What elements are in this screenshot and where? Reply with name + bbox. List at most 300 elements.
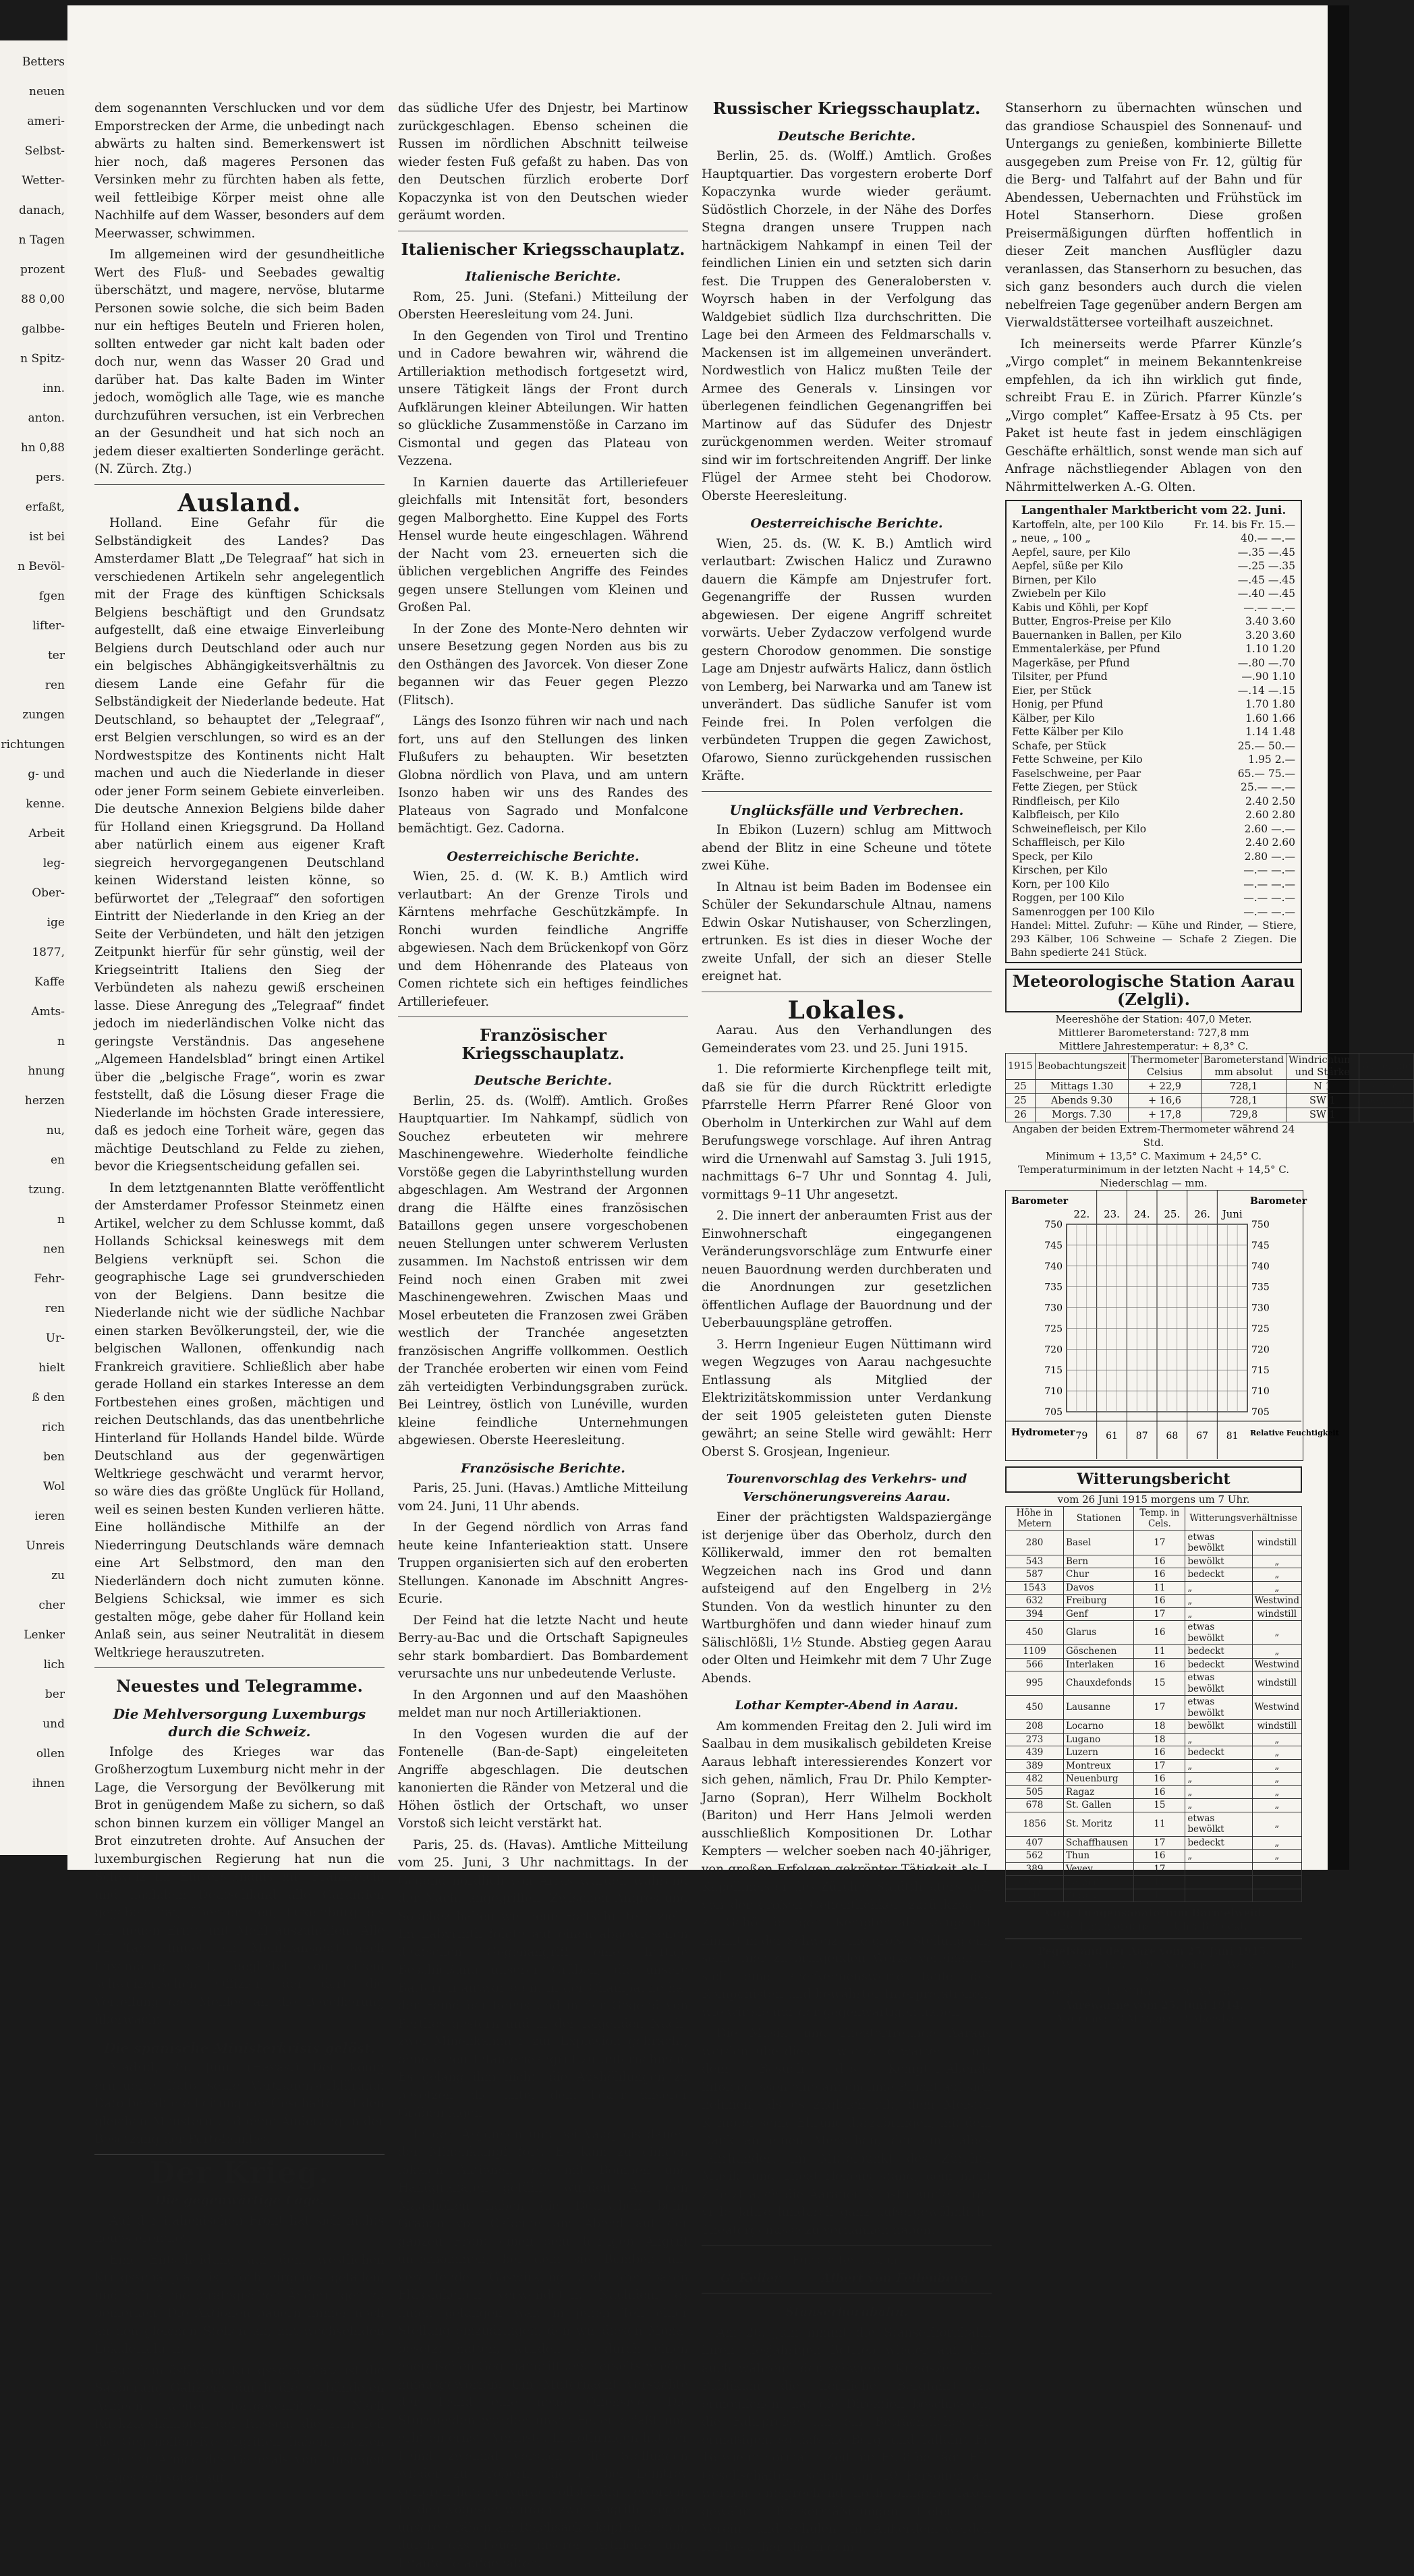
extreme-temps [1005, 1122, 1302, 1190]
station-row [1006, 1785, 1302, 1799]
prev-page-fragment: pers. [35, 471, 65, 484]
market-row [1011, 518, 1297, 532]
humidity-value: 81 [1226, 1431, 1239, 1441]
table-cell: 25 [1006, 1094, 1036, 1108]
table-cell: „ [1185, 1785, 1252, 1799]
table-cell: 17 [1134, 1836, 1185, 1850]
prev-page-fragment: ter [47, 649, 65, 662]
market-item: Kabis und Köhli, per Kopf [1012, 601, 1148, 614]
table-cell: Basel [1064, 1530, 1134, 1555]
market-item: Fette Kälber per Kilo [1012, 726, 1124, 738]
table-cell: 389 [1006, 1862, 1064, 1876]
section-subheading: Die gegenwärtige Lage. [154, 2193, 324, 2208]
market-item: Schweinefleisch, per Kilo [1012, 822, 1147, 835]
station-row [1006, 1645, 1302, 1659]
market-row [1011, 642, 1297, 656]
market-row [1011, 739, 1297, 753]
pressure-tick-right: 725 [1251, 1323, 1270, 1335]
extreme-label: Angaben der beiden Extrem-Thermometer während 24 Std. [1012, 1123, 1295, 1149]
prev-page-fragment: hielt [38, 1361, 65, 1375]
station-row [1006, 1568, 1302, 1582]
market-price: —.35 —.45 [1237, 546, 1295, 559]
table-cell: etwas bewölkt [1185, 1621, 1252, 1645]
day-label: 22. [1073, 1208, 1090, 1220]
market-report [1005, 500, 1302, 963]
table-cell: bedeckt [1185, 1746, 1252, 1760]
article-paragraph: Der Feind hat die letzte Nacht und heute Berry-au-Bac und die Ortschaft Sapigneules sehr stark bombardiert. Das Bombardement verursachte uns nur unbedeutende Verluste. [398, 1613, 688, 1681]
table-cell: Ragaz [1064, 1785, 1134, 1799]
prev-page-fragment: leg- [43, 857, 65, 870]
market-row [1011, 725, 1297, 739]
prev-page-fragment: lifter- [32, 619, 65, 633]
prev-page-fragment: Wetter- [22, 174, 65, 188]
pressure-tick-left: 705 [1044, 1407, 1063, 1418]
market-item: Kalbfleisch, per Kilo [1012, 809, 1119, 821]
table-cell: „ [1252, 1555, 1301, 1568]
table-cell: „ [1252, 1812, 1301, 1836]
table-cell: „ [1252, 1876, 1301, 1889]
table-cell: Lugano [1064, 1733, 1134, 1746]
prev-page-fragment: 88 0,00 [21, 293, 65, 306]
editor-names [702, 2270, 992, 2288]
table-cell: + 17,8 [1129, 1108, 1201, 1122]
market-item: „ neue, „ 100 „ [1012, 532, 1091, 544]
article-paragraph: Holland. Eine Gefahr für die Selbständigkeit des Landes? Das Amsterdamer Blatt „De Telegraaf“ hat sich in verschiedenen Artikeln sehr angelegentlich mit der Frage des künftigen Schicksals Belgiens beschäftigt und den Grundsatz aufgestellt, daß eine etwaige Einverleibung Belgiens durch Deutschland oder auch nur ein belgisches Abhängigkeitsverhältnis zu diesem Lande eine Gefahr für die Selbständigkeit der Niederlande bedeute. Hat Deutschland, so behauptet der „Telegraaf“, erst Belgien verschlungen, so wird es an der Nordwestspitze des Kontinents nicht Halt machen und auch die Niederlande in dieser oder jener Form seinem Gebiete einverleiben. Die deutsche Annexion Belgiens bilde daher für Holland einen Kriegsgrund. Da Holland aber natürlich einem aus eigener Kraft siegreich hervorgegangenen Deutschland keinen Widerstand leisten könne, so befürwortet der „Telegraaf“ den sofortigen Eintritt der Niederlande in den Krieg an der Seite der Verbündeten, und hält den jetzigen Zeitpunkt hierfür für sehr günstig, weil der Kriegseintritt Italiens den Sieg der Verbündeten als nahezu gewiß erscheinen lasse. Diese Anregung des „Telegraaf“ findet jedoch im niederländischen Volke nicht das geringste Verständnis. Das angesehene „Algemeen Handelsblad“ bringt einen Artikel über die „belgische Frage“, worin es zwar feststellt, daß die Lösung dieser Frage die Niederlande im höchsten Grade interessiere, daß es jedoch eine Torheit wäre, gegen das mächtige Deutschland zu Felde zu ziehen, bevor die Kriegsentscheidung gefallen sei. [94, 516, 385, 1174]
market-price: 1.70 1.80 [1245, 698, 1295, 710]
market-row [1011, 878, 1297, 892]
article-paragraph: Die Musik- und Theaterfreunde Aaraus werden überdies — wie zu erwarten — mit dem Besuch des Kempter-Abends infolgedessen eine angenehme Pflicht auf sich nehmen, als es zugleich gilt, dem Meister Kempter seine Ehrung darzubringen, mit dem Dank an einen Menschen, der ein halbes Jahrhundert im Mittelpunkt des Zürcher Musik- und Theaterlebens stand, dem nicht zuletzt auch die Aarauer Kunstfreunde durch viele Jahre hindurch ganz außergewöhnliche Theatergenüsse zu verdanken haben. [702, 2026, 992, 2237]
table-cell: bedeckt [1185, 1836, 1252, 1850]
prev-page-fragment: n [57, 1213, 65, 1226]
prev-page-fragment: richtungen [1, 738, 65, 751]
article-paragraph: In der Zone des Monte-Nero dehnten wir unsere Besetzung gegen Norden aus bis zu den Osthängen des Javorcek. Von dieser Zone begannen wir das Feuer gegen Plezzo (Flitsch). [398, 621, 688, 708]
article-paragraph: Eine Entscheidung auf dem westlichen Kriegsschauplatz ist noch nirgends gefallen, und sich keine strategischen Änderungen zu bemerken. Die Aktionen bauern immer noch an den gleichen Stellen an, mit wechselnden Lokalerfolgen. [94, 2252, 385, 2356]
table-cell: 16 [1134, 1595, 1185, 1608]
market-item: Eier, per Stück [1012, 684, 1092, 697]
table-cell: etwas bewölkt [1185, 1530, 1252, 1555]
humidity-value: 68 [1166, 1431, 1179, 1441]
table-cell: 562 [1006, 1850, 1064, 1863]
sanatorium-report: 26. Juni morgens 7½ Uhr: Bedeckt. [1059, 1920, 1248, 1933]
prev-page-fragment: danach, [19, 204, 65, 217]
market-row [1011, 850, 1297, 864]
article-paragraph: Am kommenden Freitag den 2. Juli wird im Saalbau in dem musikalisch gebildeten Kreise Aaraus lebhaft interessierendes Konzert vor sich gehen, nämlich, Frau Dr. Philo Kempter-Jarno (Sopran), Herr Wilhelm Bockholt (Bariton) und Herr Hans Jelmoli werden ausschließlich Kompositionen Dr. Lothar Kempters — welcher soeben nach 40-jähriger, von großen Erfolgen gekrönter Tätigkeit als I. Kapellmeister des Zürcher Stadttheaters sich von der großen Oeffentlichkeit zurückzog — zu Gehör bringen. Kempter als Komponist nimmt in der Schweiz eine große Stellung ein; seine hier zu bringenden Werke vereinen in sich eine anerkennenswerte Reife des Komponisten und bewährter Interpretationen, wie wir sie nur der gegenwärtigen haben. [702, 1719, 992, 2020]
article-heading: Die Mehlversorgung Luxemburgs durch die Schweiz. [113, 1705, 366, 1740]
divider [94, 484, 385, 485]
table-cell: 26 [1006, 1108, 1036, 1122]
market-row [1011, 822, 1297, 836]
weather-station-title: Meteorologische Station Aarau (Zelgli). [1005, 969, 1302, 1012]
market-item: Butter, Engros-Preise per Kilo [1012, 615, 1171, 627]
table-cell: 17 [1134, 1862, 1185, 1876]
market-table [1011, 518, 1297, 919]
article-paragraph: In Ebikon (Luzern) schlug am Mittwoch abend der Blitz in eine Scheune und tötete zwei Kühe. [702, 823, 992, 873]
table-cell: Genf [1064, 1607, 1134, 1621]
table-cell: bewölkt [1185, 1555, 1252, 1568]
table-cell: 1543 [1006, 1581, 1064, 1595]
station-row [1006, 1696, 1302, 1720]
article-paragraph: Rom, 25. Juni. (Stefani.) Mitteilung der Obersten Heeresleitung vom 24. Juni. [398, 289, 688, 322]
table-cell: „ [1252, 1850, 1301, 1863]
table-cell: Chauxdefonds [1064, 1671, 1134, 1696]
table-cell: N 1 [1286, 1080, 1359, 1094]
prev-page-fragment: n Bevöl- [18, 560, 65, 573]
aare-temp-title: Aarewärme vom 25. Juni 1914. [1063, 1999, 1244, 2011]
market-row [1011, 559, 1297, 573]
table-cell: 11 [1134, 1581, 1185, 1595]
observation-row [1006, 1094, 1414, 1108]
article-paragraph: 2. Die innert der anberaumten Frist aus der Einwohnerschaft eingegangenen Veränderungsvorschläge zum Entwurfe einer neuen Bauordnung werden durchberaten und die Anordnungen zur gesetzlichen öffentlichen Auflage der Bauordnung und der Ueberbauungspläne getroffen. [702, 1209, 992, 1330]
section-subheading: Deutsche Berichte. [777, 128, 916, 144]
prev-page-fragment: rich [41, 1421, 65, 1434]
table-cell: 16 [1134, 1785, 1185, 1799]
article-paragraph: Paris, 25. ds. (Havas). Amtliche Mitteilung vom 25. Juni, 3 Uhr nachmittags. In der Gegend nördlich von Arras wurden während der Nacht angegriffen. Zwischen Angres und Souchez haben wir neue Fortschritte erzielt. Im Labyrinth folgte auf einen abgewiesenen deutschen Gegenangriff eine heftige Beschießung unserer Gräben, die unsere Batterien antworteten. In der Champagne hat der Feind bei Reims und in der Gegend von Perthes gestern und in der folgenden Nacht zwei Minenkämmer zur Explosion gebracht, ohne einen Infanterieangriff zu unternehmen. Es gelang ihm nicht, die Aushöhlungen zu besetzen, die unter dem Feuer unserer Gräben lagen. [398, 1837, 688, 2120]
table-cell: 273 [1006, 1733, 1064, 1746]
pressure-tick-right: 705 [1251, 1407, 1270, 1418]
table-header: Windrichtung und Stärke [1286, 1054, 1359, 1080]
table-cell: Westwind [1252, 1696, 1301, 1720]
market-price: —.80 —.70 [1237, 656, 1295, 669]
market-row [1011, 780, 1297, 795]
pressure-tick-left: 720 [1044, 1344, 1063, 1356]
prev-page-fragment: ist bei [29, 530, 65, 544]
article-paragraph: In Altnau ist beim Baden im Bodensee ein Schüler der Sekundarschule Altnau, namens Edwin Oskar Nutishauser, von Scherzlingen, ertrunken. Es ist dies in dieser Woche der zweite Unfall, der sich an dieser Stelle ereignet hat. [702, 880, 992, 983]
prev-page-fragment: Amts- [31, 1005, 65, 1019]
prev-page-fragment: herzen [24, 1094, 65, 1108]
prev-page-fragment: Kaffe [34, 975, 65, 989]
table-cell: Glarus [1064, 1621, 1134, 1645]
market-price: 65.— 75.— [1237, 767, 1295, 780]
table-cell: etwas bewölkt [1185, 1671, 1252, 1696]
article-paragraph: In den Argonnen und bei Vauquois dauert der Minenkampf fort. Es kam zu einigen lokalen Aktionen, die mit Bomben und Handgranaten geführt wurden. Auf den Maashöhen haben die Deutschen beim Graben von Calonne am Abend auf der ganzen Front einen sehr heftigen Angriff unternommen, bei dem sie Bomben mit vergiftender Gaswirkung und brennbaren Flüssigkeiten verwendeten. Nachdem es ihnen gelungen war, in jenen Teil einer Stellung einzudringen, den wir diesen Monat besetzt hatten, wurden sie durch einen energischen Gegenangriff unsererseits wieder hinausgeworfen. Um Mitternacht versuchte der Feind eine neue Offensive. Die Stürmenden wurden unser Feuer erfaßt und erlitten ernste Verluste. In Lothringen hat der Feind zweimal versucht, die Stellungen wieder zu erobern, die er bei Leintrey verloren hat; er wurde vollständig geworfen. In den Vogesen wurden zwei Angriffe gegen unsere Gräben am Reichsackerkopf richteten, durch das Feuer unserer Artillerie und Infanterie aufgehalten. [398, 2127, 688, 2571]
table-cell: 16 [1134, 1658, 1185, 1671]
table-cell: „ [1252, 1799, 1301, 1812]
table-cell: Interlaken [1064, 1658, 1134, 1671]
table-cell: Neuenburg [1064, 1773, 1134, 1786]
article-paragraph: Wien, 25. ds. (W. K. B.) Amtlich wird verlautbart: Zwischen Halicz und Zurawno dauern die Kämpfe am Dnjestrufer fort. Gegenangriffe der Russen wurden abgewiesen. Der eigene Angriff schreitet vorwärts. Ueber Zydaczow verfolgend wurde gestern Chorodow genommen. Die sonstige Lage am Dnjestr aufwärts Halicz, dann östlich von Lemberg, bei Narwarka und am Tanew ist unverändert. Das südliche Sanufer ist vom Feinde frei. In Polen verfolgen die verbündeten Truppen die gegen Zawichost, Ofarowo, Sienno zurückgehenden russischen Kräfte. [702, 536, 992, 783]
market-price: —.40 —.45 [1237, 588, 1295, 600]
table-cell: „ [1185, 1799, 1252, 1812]
prev-page-fragment: zungen [22, 708, 65, 722]
table-cell: Zermatt [1064, 1876, 1134, 1889]
market-row [1011, 836, 1297, 850]
table-cell: 728,1 [1201, 1094, 1286, 1108]
table-cell: Morgs. 7.30 [1035, 1108, 1128, 1122]
table-cell: bedeckt [1185, 1568, 1252, 1582]
table-cell: 450 [1006, 1621, 1064, 1645]
table-header: Witterung [1359, 1054, 1413, 1080]
market-price: 1.10 1.20 [1245, 643, 1295, 655]
table-cell: windstill [1252, 1671, 1301, 1696]
table-cell: Freiburg [1064, 1595, 1134, 1608]
barometer-graph [1006, 1191, 1339, 1460]
table-cell: 17 [1134, 1607, 1185, 1621]
market-price: 25.— 50.— [1237, 739, 1295, 752]
prev-page-fragment: anton. [28, 411, 65, 425]
market-row [1011, 767, 1297, 781]
table-cell: „ [1252, 1746, 1301, 1760]
table-cell: + 16,6 [1129, 1094, 1201, 1108]
article-paragraph: Längs des Isonzo führen wir nach und nach fort, uns auf den Stellungen des linken Flußufers zu behaupten. Wir besetzten Globna nördlich von Plava, und am untern Isonzo haben wir uns des Randes des Plateaus von Sagrado und Monfalcone bemächtigt. Gez. Cadorna. [398, 714, 688, 836]
market-item: Bauernanken in Ballen, per Kilo [1012, 629, 1182, 641]
article-paragraph: Am 26. Juni nimmt die Stanserhornbahn ihren diesjährigen Betrieb wieder auf. Um auch während der schweren Kriegszeit dem Publikum die herrliche Bergfahrt zu ermöglichen, hat die Direktion beschlossen, die Fahrpreise um ein Beträchtliches zu ermäßigen, so daß die Berg- und Talfahrt Fr. 16 wie in normaler Zeit nur Fr. 8 beträgt. Für Gesellschaften, schon von 10 Personen an, werden entsprechend noch billigere Taxen gewährt. Preisermäßigungen treten für Vereine und Schulen ein. Außerdem werden für Besucher, die in dem [702, 2325, 992, 2554]
article-paragraph: Madrid, 25. Juni. (Havas.) Der König erneuerte Dato seine Vertrauenserklärung. Dato behält die Leitung der Geschäfte mit den gleichen Ministern und ohne Änderung in der Besetzung der Portefeuilles. [94, 2061, 385, 2146]
prev-page-fragment: ameri- [27, 115, 65, 128]
station-row [1006, 1773, 1302, 1786]
market-price: —.— —.— [1243, 905, 1295, 918]
table-cell: 16 [1134, 1746, 1185, 1760]
section-heading: Neuestes und Telegramme. [116, 1676, 363, 1696]
table-cell: „ [1252, 1862, 1301, 1876]
section-heading: Russischer Kriegsschauplatz. [712, 98, 981, 118]
article-paragraph: Im allgemeinen wird der gesundheitliche Wert des Fluß- und Seebades gewaltig überschätzt, und magere, nervöse, blutarme Personen sowie solche, die sich beim Baden nur ein heftiges Beuteln und Frieren holen, sollten entweder gar nicht kalt baden oder doch nur, wenn das Wasser 20 Grad und darüber hat. Das kalte Baden im Winter jedoch, womöglich alle Tage, wie es manche durchzuführen versuchen, ist ein Verbrechen an der Gesundheit und hat sich noch an jedem dieser exaltierten Sonderlinge gerächt. (N. Zürch. Ztg.) [94, 248, 385, 476]
table-cell: bedeckt [1185, 1645, 1252, 1659]
divider [702, 2245, 992, 2246]
market-row [1011, 614, 1297, 629]
market-price: 3.20 3.60 [1245, 629, 1295, 641]
table-cell: SW 1 [1286, 1108, 1359, 1122]
prev-page-fragment: zu [51, 1569, 65, 1582]
station-row [1006, 1812, 1302, 1836]
advertisement-text: Ich meinerseits werde Pfarrer Künzle’s „Virgo complet“ in meinem Bekanntenkreise empfehlen, da ich ihn wirklich gut finde, schreibt Frau E. in Zürich. Pfarrer Künzle’s „Virgo complet“ Kaffee-Ersatz à 95 Cts. per Paket ist heute fast in jedem einschlägigen Geschäfte erhältlich, sonst wende man sich auf Anfrage nächstliegender Ablagen von den Nährmittelwerken A.-G. Olten. [1005, 337, 1302, 494]
article-paragraph: Berlin, 25. ds. (Wolff.) Amtlich. Großes Hauptquartier. Das vorgestern eroberte Dorf Kopaczynka wurde wieder geräumt. Südöstlich Chorzele, in der Nähe des Dorfes Stegna drangen unsere Truppen nach hartnäckigem Nahkampf in einen Teil der feindlichen Linien ein und setzten sich darin fest. Die Truppen des Generalobersten v. Woyrsch haben in der Verfolgung das Waldgebiet südlich Ilza durchschritten. Die Lage bei den Armeen des Feldmarschalls v. Mackensen ist im allgemeinen unverändert. Nordwestlich von Halicz mußten Teile der Armee des Generals v. Linsingen vor überlegenen feindlichen Gegenangriffen bei Martinow auf das Südufer des Dnjestr zurückgenommen werden. Weiter stromauf sind wir im fortschreitenden Angriff. Der linke Flügel der Armee steht bei Chodorow. Oberste Heeresleitung. [702, 149, 992, 503]
market-price: 3.40 3.60 [1245, 615, 1295, 627]
market-price: 25.— —.— [1240, 781, 1295, 793]
market-price: 2.80 —.— [1244, 850, 1295, 863]
prev-page-fragment: n [57, 1035, 65, 1048]
humidity-value: 67 [1196, 1431, 1208, 1441]
pressure-tick-left: 710 [1044, 1386, 1063, 1398]
market-item: Samenroggen per 100 Kilo [1012, 905, 1155, 918]
market-row [1011, 670, 1297, 684]
prev-page-fragment: inn. [43, 382, 65, 395]
article-paragraph: das südliche Ufer des Dnjestr, bei Martinow zurückgeschlagen. Ebenso scheinen die Russen im nördlichen Abschnitt teilweise wieder festen Fuß gefaßt zu haben. Das von den Deutschen fürzlich eroberte Dorf Kopaczynka ist von den Deutschen wieder geräumt worden. [398, 101, 688, 223]
table-cell: SW 1 [1286, 1094, 1359, 1108]
day-label: Juni [1222, 1208, 1243, 1220]
pressure-tick-left: 715 [1044, 1365, 1063, 1377]
market-row [1011, 753, 1297, 767]
precipitation: Niederschlag — mm. [1100, 1177, 1208, 1189]
weather-report-subtitle: vom 26 Juni 1915 morgens um 7 Uhr. [1057, 1493, 1250, 1506]
table-cell: „ [1185, 1889, 1252, 1902]
market-price: —.90 1.10 [1241, 670, 1295, 683]
table-cell: 566 [1006, 1658, 1064, 1671]
table-cell: „ [1252, 1621, 1301, 1645]
humidity-value: 79 [1075, 1431, 1088, 1441]
station-row [1006, 1759, 1302, 1773]
market-item: Fette Ziegen, per Stück [1012, 781, 1137, 793]
table-cell: 16 [1134, 1773, 1185, 1786]
table-cell: 410 [1006, 1889, 1064, 1902]
pressure-tick-left: 725 [1044, 1323, 1063, 1335]
table-cell: Göschenen [1064, 1645, 1134, 1659]
article-paragraph: dem sogenannten Verschlucken und vor dem Emporstrecken der Arme, die unbedingt nach abwärts zu halten sind. Bemerkenswert ist hier noch, daß mageres Personen das Versinken mehr zu fürchten haben als fette, weil fettleibige Körper meist ohne alle Nachhilfe auf dem Wasser, besonders auf dem Meerwasser, schwimmen. [94, 101, 385, 241]
table-cell: Montreux [1064, 1759, 1134, 1773]
prev-page-fragment: kenne. [26, 797, 65, 811]
section-subheading: Französische Berichte. [461, 1460, 625, 1476]
prev-page-fragment: ollen [36, 1747, 65, 1761]
article-heading: Lothar Kempter-Abend in Aarau. [735, 1698, 959, 1713]
table-cell: 407 [1006, 1836, 1064, 1850]
station-row [1006, 1555, 1302, 1568]
table-cell: „ [1252, 1568, 1301, 1582]
market-price: —.25 —.35 [1237, 560, 1295, 572]
section-heading: Lokales. [787, 996, 906, 1025]
table-cell: 394 [1006, 1607, 1064, 1621]
newspaper-page [67, 5, 1412, 2571]
station-row [1006, 1671, 1302, 1696]
article-heading: Tourenvorschlag des Verkehrs- und Verschönerungsvereins Aarau. [726, 1472, 967, 1504]
market-row [1011, 808, 1297, 822]
table-cell: 280 [1006, 1530, 1064, 1555]
pressure-tick-right: 715 [1251, 1365, 1270, 1377]
station-meta [1005, 1012, 1302, 1053]
observation-row [1006, 1080, 1414, 1094]
prev-page-fragment: Lenker [24, 1628, 65, 1642]
station-row [1006, 1746, 1302, 1760]
divider [702, 2293, 992, 2294]
prev-page-fragment: neuen [29, 85, 65, 98]
table-header: Temp. in Cels. [1134, 1506, 1185, 1530]
section-heading: Der Krieg. [149, 2155, 330, 2190]
table-cell: Locarno [1064, 1720, 1134, 1734]
pressure-tick-right: 730 [1251, 1303, 1270, 1314]
station-row [1006, 1799, 1302, 1812]
table-cell: „ [1185, 1759, 1252, 1773]
prev-page-fragment: prozent [20, 263, 65, 277]
prev-page-fragment: hn 0,88 [20, 441, 65, 455]
market-price: 2.40 2.60 [1245, 836, 1295, 849]
prev-page-fragment: fgen [38, 590, 65, 603]
station-row [1006, 1621, 1302, 1645]
market-item: Aepfel, süße per Kilo [1012, 560, 1123, 572]
section-heading: Unglücksfälle und Verbrechen. [729, 801, 964, 818]
prev-page-fragment: und [43, 1717, 65, 1731]
sanatorium-title: Aarg. Lungensanatorium Barmelweid. [1042, 1906, 1266, 1919]
article-paragraph: Wien, 25. d. (W. K. B.) Amtlich wird verlautbart: An der Grenze Tirols und Kärntens mehrfache Geschützkämpfe. In Ronchi wurden feindliche Angriffe abgewiesen. Nach dem Brückenkopf von Görz und dem Höhenrande des Plateaus von Comen richtete sich ein heftiges feindliches Artilleriefeuer. [398, 869, 688, 1009]
station-row [1006, 1658, 1302, 1671]
market-report-title: Langenthaler Marktbericht vom 22. Juni. [1021, 504, 1286, 517]
article-paragraph: In Karnien dauerte das Artilleriefeuer gleichfalls mit Intensität fort, besonders gegen Malborghetto. Eine Kuppel des Forts Hensel wurde heute eingeschlagen. Während der Nacht vom 23. erneuerten sich die üblichen vergeblichen Angriffe des Feindes gegen unsere Stellungen vom Kleinen und Großen Pal. [398, 475, 688, 614]
column-2 [398, 100, 688, 2576]
pressure-tick-right: 710 [1251, 1386, 1270, 1398]
table-cell: 505 [1006, 1785, 1064, 1799]
table-cell: etwas bewölkt [1185, 1812, 1252, 1836]
table-cell: „ [1252, 1889, 1301, 1902]
table-cell: Bern [1064, 1555, 1134, 1568]
market-row [1011, 697, 1297, 712]
article-paragraph: Stanserhorn zu übernachten wünschen und das grandiose Schauspiel des Sonnenauf- und Untergangs zu genießen, kombinierte Billette ausgegeben zum Preise von Fr. 12, gültig für die Berg- und Talfahrt auf der Bahn und für Abendessen, Uebernachten und Frühstück im Hotel Stanserhorn. Diese großen Preisermäßigungen dürften hoffentlich in dieser Zeit manchen Ausflügler dazu veranlassen, das Stanserhorn zu besuchen, das sich ganz besonders auch durch die vielen nebelfreien Tage gegenüber andern Bergen am Vierwaldstättersee vorteilhaft auszeichnet. [1005, 101, 1302, 330]
table-cell: 389 [1006, 1759, 1064, 1773]
market-item: Aepfel, saure, per Kilo [1012, 546, 1131, 559]
table-header: Stationen [1064, 1506, 1134, 1530]
table-cell: 208 [1006, 1720, 1064, 1734]
station-row [1006, 1530, 1302, 1555]
pressure-tick-right: 740 [1251, 1261, 1270, 1272]
prev-page-fragment: erfaßt, [25, 500, 65, 514]
section-heading: Ausland. [177, 488, 302, 517]
market-item: Schaffleisch, per Kilo [1012, 836, 1125, 849]
market-row [1011, 905, 1297, 919]
table-cell: 16 [1134, 1568, 1185, 1582]
water-level-title: Pegelstand der Aare vom 25. Juni 1915. [1037, 1945, 1270, 1957]
market-item: Tilsiter, per Pfund [1012, 670, 1108, 683]
market-row [1011, 601, 1297, 615]
table-cell: „ [1185, 1607, 1252, 1621]
prev-page-fragment: Wol [43, 1480, 65, 1493]
table-cell: „ [1252, 1645, 1301, 1659]
station-row [1006, 1581, 1302, 1595]
article-paragraph: In den Argonnen und auf den Maashöhen meldet man nur noch Artilleriaktionen. [398, 1688, 688, 1720]
market-item: Zwiebeln per Kilo [1012, 588, 1106, 600]
table-cell: 18 [1134, 1733, 1185, 1746]
table-header: Witterungsverhältnisse [1185, 1506, 1302, 1530]
market-item: Schafe, per Stück [1012, 739, 1106, 752]
article-heading: Die spanische Ministerkrisis gelöst. [103, 2039, 376, 2056]
humidity-label: Relative Feuchtigkeit [1250, 1429, 1339, 1437]
table-cell: „ [1185, 1862, 1252, 1876]
prev-page-fragment: Ur- [45, 1332, 65, 1345]
hydrometer-label: Hydrometer [1011, 1427, 1075, 1438]
table-cell: Davos [1064, 1581, 1134, 1595]
station-row [1006, 1850, 1302, 1863]
section-subheading: Italienische Berichte. [465, 269, 621, 284]
market-item: Fette Schweine, per Kilo [1012, 753, 1143, 766]
table-cell [1359, 1108, 1413, 1122]
section-heading: Französischer Kriegsschauplatz. [461, 1025, 625, 1063]
prev-page-fragment: g- und [28, 768, 65, 781]
article-paragraph: Paris, 25. Juni. (Havas.) Amtliche Mitteilung vom 24. Juni, 11 Uhr abends. [398, 1481, 688, 1514]
table-cell: 543 [1006, 1555, 1064, 1568]
table-header: Höhe in Metern [1006, 1506, 1064, 1530]
min-max: Minimum + 13,5° C. Maximum + 24,5° C. [1045, 1150, 1262, 1162]
day-label: 25. [1164, 1208, 1181, 1220]
prev-page-fragment: Selbst- [24, 144, 65, 158]
table-cell: „ [1252, 1836, 1301, 1850]
table-cell: „ [1252, 1733, 1301, 1746]
table-cell: 17 [1134, 1696, 1185, 1720]
table-cell: „ [1185, 1850, 1252, 1863]
table-cell: + 22,9 [1129, 1080, 1201, 1094]
table-cell: Abends 9.30 [1035, 1094, 1128, 1108]
prev-page-fragment: cher [38, 1599, 65, 1612]
table-cell: 1109 [1006, 1645, 1064, 1659]
market-item: Magerkäse, per Pfund [1012, 656, 1130, 669]
prev-page-fragment: n Spitz- [20, 352, 65, 366]
table-header: Beobachtungszeit [1035, 1054, 1128, 1080]
station-row [1006, 1876, 1302, 1889]
weather-report-table [1005, 1506, 1302, 1903]
station-row [1006, 1889, 1302, 1902]
prev-page-fragment: ben [43, 1450, 65, 1464]
prev-page-fragment: ige [47, 916, 65, 929]
market-price: —.14 —.15 [1237, 684, 1295, 697]
market-price: —.— —.— [1243, 601, 1295, 614]
table-cell: Westwind [1252, 1595, 1301, 1608]
table-cell: Westwind [1252, 1658, 1301, 1671]
table-cell: „ [1185, 1876, 1252, 1889]
station-baro: Mittlerer Barometerstand: 727,8 mm [1058, 1027, 1249, 1039]
table-header: Thermometer Celsius [1129, 1054, 1201, 1080]
table-cell: 16 [1134, 1555, 1185, 1568]
day-label: 26. [1194, 1208, 1210, 1220]
prev-page-fragment: ieren [34, 1510, 65, 1523]
prev-page-fragment: nu, [46, 1124, 65, 1137]
table-cell: Zürich [1064, 1889, 1134, 1902]
market-price: —.— —.— [1243, 864, 1295, 876]
station-row [1006, 1607, 1302, 1621]
article-paragraph: 1. Die reformierte Kirchenpflege teilt mit, daß sie für die durch Rücktritt erledigte Pfarrstelle Herrn Pfarrer René Gloor von Oberholm in Unterkirchen zur Wahl auf dem Berufungswege vorschlage. Auf ihren Antrag wird die Urnenwahl auf Samstag 3. Juli 1915, nachmittags 6–7 Uhr und Sonntag 4. Juli, vormittags 9–11 Uhr angesetzt. [702, 1062, 992, 1202]
